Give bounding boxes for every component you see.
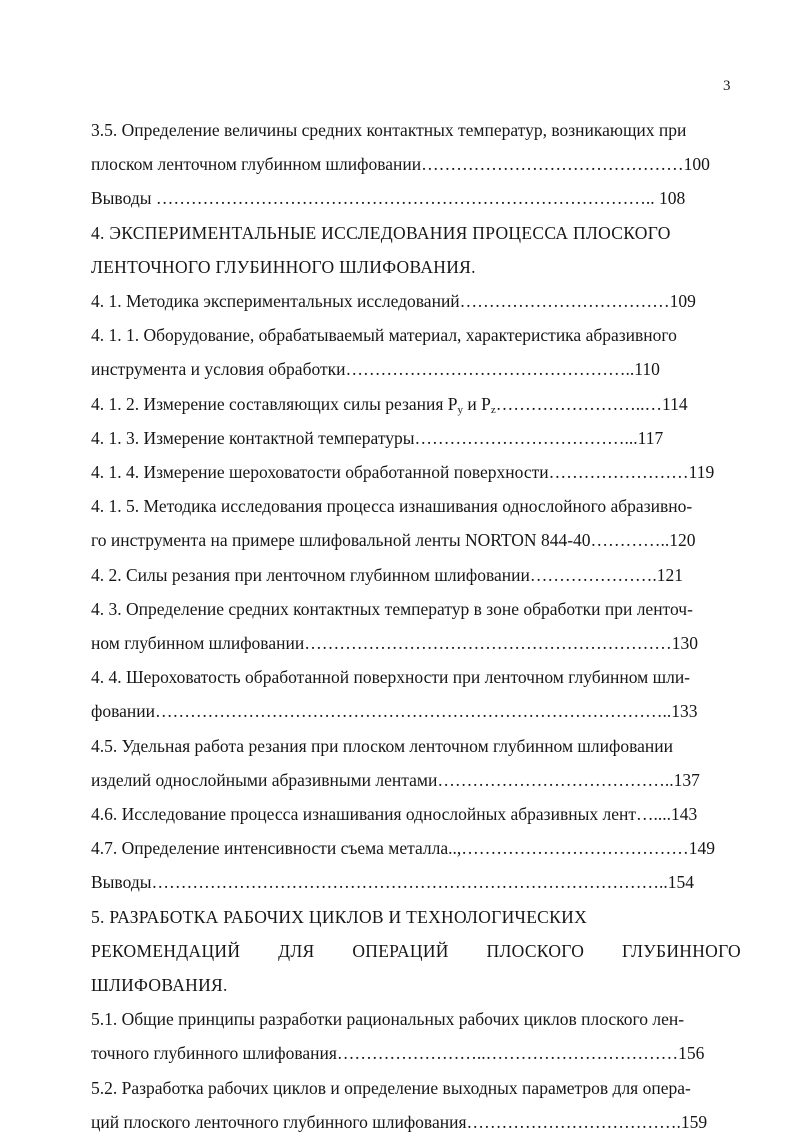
toc-entry-4-5-line2: изделий однослойными абразивными лентами…………………………………..137 xyxy=(91,769,700,790)
toc-entry-3-5-line1: 3.5. Определение величины средних контактных температур, возникающих при xyxy=(91,120,687,140)
toc-entry-4-4-line1: 4. 4. Шероховатость обработанной поверхности при ленточном глубинном шли- xyxy=(91,667,691,688)
toc-entry-4-1-1-line1: 4. 1. 1. Оборудование, обрабатываемый материал, характеристика абразивного xyxy=(91,325,677,346)
toc-entry-4-1-2-leader: ……………………..…114 xyxy=(495,393,688,414)
toc-entry-conclusions-2: Выводы……………………………………………………………………………..154 xyxy=(91,872,694,893)
toc-entry-4-1-2-sub-y: y xyxy=(457,403,464,416)
toc-entry-4-1-2-sub-z: z xyxy=(490,403,496,416)
toc-entry-4-1-2 xyxy=(91,387,741,421)
toc-entry-4-1-2-and: и P xyxy=(463,393,491,414)
toc-entry-conclusions-1: Выводы ………………………………………………………………………….. 108 xyxy=(91,188,686,209)
toc-entry-5-1-line2: точного глубинного шлифования……………………..……………………………156 xyxy=(91,1043,705,1064)
toc-heading-4-line1: 4. ЭКСПЕРИМЕНТАЛЬНЫЕ ИССЛЕДОВАНИЯ ПРОЦЕССА ПЛОСКОГО xyxy=(91,222,671,243)
toc-entry-4-1: 4. 1. Методика экспериментальных исследований………………………………109 xyxy=(91,291,696,312)
table-of-contents xyxy=(91,113,741,1139)
toc-entry-4-4-line2: фовании……………………………………………………………………………..133 xyxy=(91,701,698,722)
toc-entry-3-5-line2: плоском ленточном глубинном шлифовании………………………………………100 xyxy=(91,154,710,175)
toc-entry-4-1-3: 4. 1. 3. Измерение контактной температуры………………………………...117 xyxy=(91,427,664,448)
toc-entry-5-2-line1: 5.2. Разработка рабочих циклов и определение выходных параметров для опера- xyxy=(91,1077,691,1098)
toc-entry-4-1-1-line2: инструмента и условия обработки…………………………………………..110 xyxy=(91,359,660,380)
toc-entry-4-2: 4. 2. Силы резания при ленточном глубинном шлифовании………………….121 xyxy=(91,564,684,585)
toc-entry-4-1-5-line1: 4. 1. 5. Методика исследования процесса изнашивания однослойного абразивно- xyxy=(91,496,693,517)
toc-entry-4-3-line1: 4. 3. Определение средних контактных температур в зоне обработки при ленточ- xyxy=(91,598,693,619)
toc-heading-5-line2: РЕКОМЕНДАЦИЙ ДЛЯ ОПЕРАЦИЙ ПЛОСКОГО ГЛУБИННОГО xyxy=(91,940,741,961)
toc-entry-5-1-line1: 5.1. Общие принципы разработки рациональных рабочих циклов плоского лен- xyxy=(91,1009,685,1030)
toc-entry-5-2-line2: ций плоского ленточного глубинного шлифования……………………………….159 xyxy=(91,1111,708,1132)
toc-heading-4-line2: ЛЕНТОЧНОГО ГЛУБИННОГО ШЛИФОВАНИЯ. xyxy=(91,256,476,277)
toc-heading-5-line3: ШЛИФОВАНИЯ. xyxy=(91,975,228,996)
toc-entry-4-1-2-text: 4. 1. 2. Измерение составляющих силы резания P xyxy=(91,393,458,414)
toc-entry-4-6: 4.6. Исследование процесса изнашивания однослойных абразивных лент…....143 xyxy=(91,804,698,825)
toc-entry-4-7: 4.7. Определение интенсивности съема металла..,…………………………………149 xyxy=(91,838,715,859)
toc-heading-5-line1: 5. РАЗРАБОТКА РАБОЧИХ ЦИКЛОВ И ТЕХНОЛОГИЧЕСКИХ xyxy=(91,906,588,927)
toc-entry-4-3-line2: ном глубинном шлифовании………………………………………………………130 xyxy=(91,633,698,654)
toc-entry-4-5-line1: 4.5. Удельная работа резания при плоском ленточном глубинном шлифовании xyxy=(91,735,673,756)
toc-entry-4-1-5-line2: го инструмента на примере шлифовальной ленты NORTON 844-40…………..120 xyxy=(91,530,696,551)
toc-entry-4-1-4: 4. 1. 4. Измерение шероховатости обработанной поверхности……………………119 xyxy=(91,462,715,483)
page-number: 3 xyxy=(723,78,731,94)
